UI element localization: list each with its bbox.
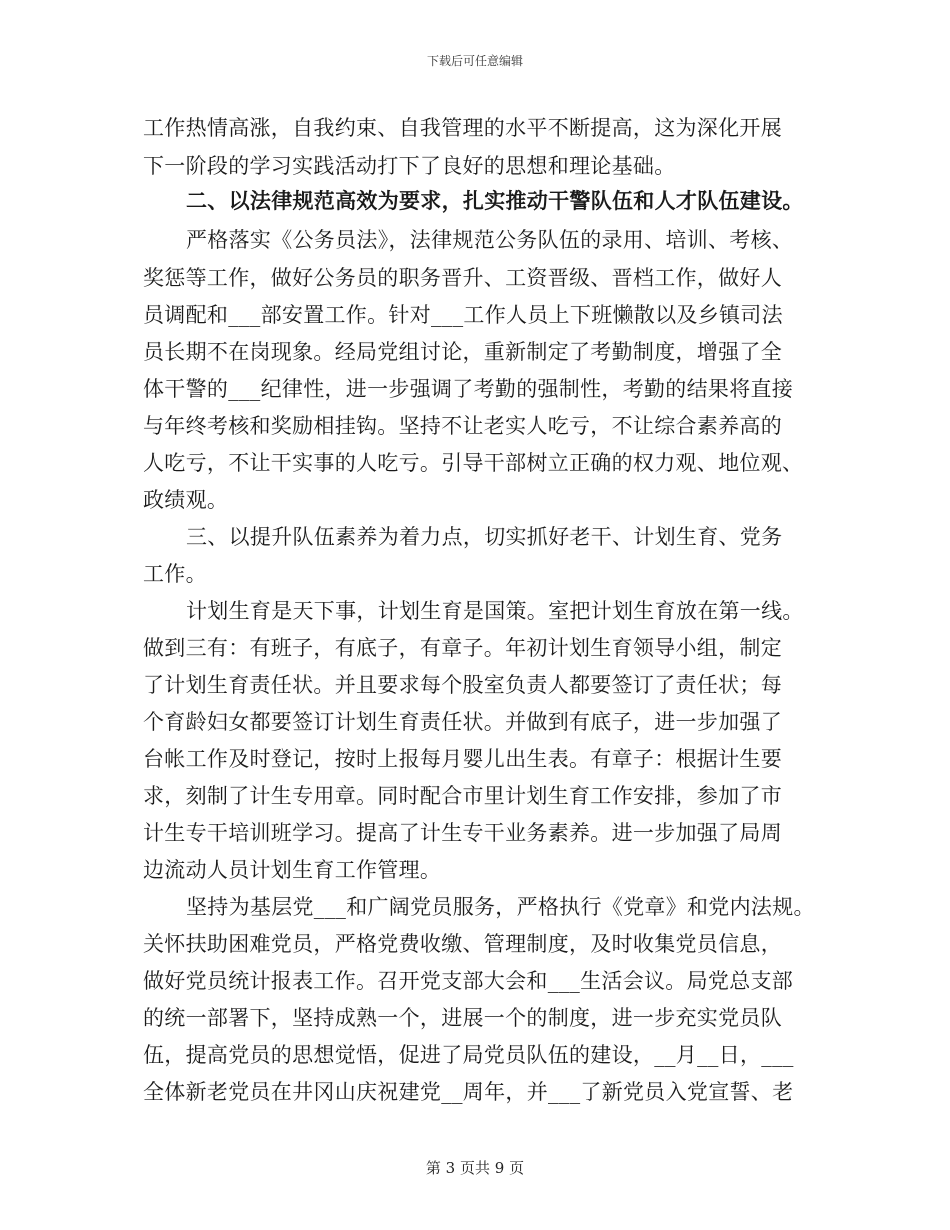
text-line: 做到三有：有班子，有底子，有章子。年初计划生育领导小组，制定 bbox=[143, 636, 782, 660]
text-line: 全体新老党员在井冈山庆祝建党__周年，并___了新党员入党宣誓、老 bbox=[143, 1080, 794, 1104]
text-line: 下一阶段的学习实践活动打下了良好的思想和理论基础。 bbox=[143, 154, 676, 178]
section-heading: 二、以法律规范高效为要求，扎实推动干警队伍和人才队伍建设。 bbox=[186, 188, 804, 213]
text-line: 了计划生育责任状。并且要求每个股室负责人都要签订了责任状；每 bbox=[143, 673, 782, 697]
text-line: 工作。 bbox=[143, 562, 207, 586]
text-line: 计生专干培训班学习。提高了计生专干业务素养。进一步加强了局周 bbox=[143, 821, 782, 845]
text-line: 台帐工作及时登记，按时上报每月婴儿出生表。有章子：根据计生要 bbox=[143, 747, 782, 771]
text-line: 的统一部署下，坚持成熟一个，进展一个的制度，进一步充实党员队 bbox=[143, 1006, 782, 1030]
text-line: 边流动人员计划生育工作管理。 bbox=[143, 858, 442, 882]
text-line: 政绩观。 bbox=[143, 488, 229, 512]
text-line: 严格落实《公务员法》，法律规范公务队伍的录用、培训、考核、 bbox=[186, 228, 794, 252]
text-line: 工作热情高涨，自我约束、自我管理的水平不断提高，这为深化开展 bbox=[143, 116, 782, 140]
text-line: 伍，提高党员的思想觉悟，促进了局党员队伍的建设，__月__日，___ bbox=[143, 1043, 794, 1067]
text-line: 体干警的___纪律性，进一步强调了考勤的强制性，考勤的结果将直接 bbox=[143, 377, 794, 401]
text-line: 奖惩等工作，做好公务员的职务晋升、工资晋级、晋档工作，做好人 bbox=[143, 266, 782, 290]
text-line: 个育龄妇女都要签订计划生育责任状。并做到有底子，进一步加强了 bbox=[143, 710, 782, 734]
text-line: 计划生育是天下事，计划生育是国策。室把计划生育放在第一线。 bbox=[186, 599, 804, 623]
text-line: 坚持为基层党___和广阔党员服务，严格执行《党章》和党内法规。 bbox=[186, 895, 815, 919]
page-footer: 第 3 页共 9 页 bbox=[425, 1159, 525, 1177]
text-line: 关怀扶助困难党员，严格党费收缴、管理制度，及时收集党员信息， bbox=[143, 932, 782, 956]
page-header: 下载后可任意编辑 bbox=[426, 54, 523, 68]
section-heading: 三、以提升队伍素养为着力点，切实抓好老干、计划生育、党务 bbox=[186, 525, 783, 549]
text-line: 与年终考核和奖励相挂钩。坚持不让老实人吃亏，不让综合素养高的 bbox=[143, 414, 782, 438]
text-line: 做好党员统计报表工作。召开党支部大会和___生活会议。局党总支部 bbox=[143, 969, 794, 993]
text-line: 求，刻制了计生专用章。同时配合市里计划生育工作安排，参加了市 bbox=[143, 784, 782, 808]
text-line: 人吃亏，不让干实事的人吃亏。引导干部树立正确的权力观、地位观、 bbox=[143, 451, 804, 475]
text-line: 员长期不在岗现象。经局党组讨论，重新制定了考勤制度，增强了全 bbox=[143, 340, 782, 364]
text-line: 员调配和___部安置工作。针对___工作人员上下班懒散以及乡镇司法 bbox=[143, 303, 783, 327]
